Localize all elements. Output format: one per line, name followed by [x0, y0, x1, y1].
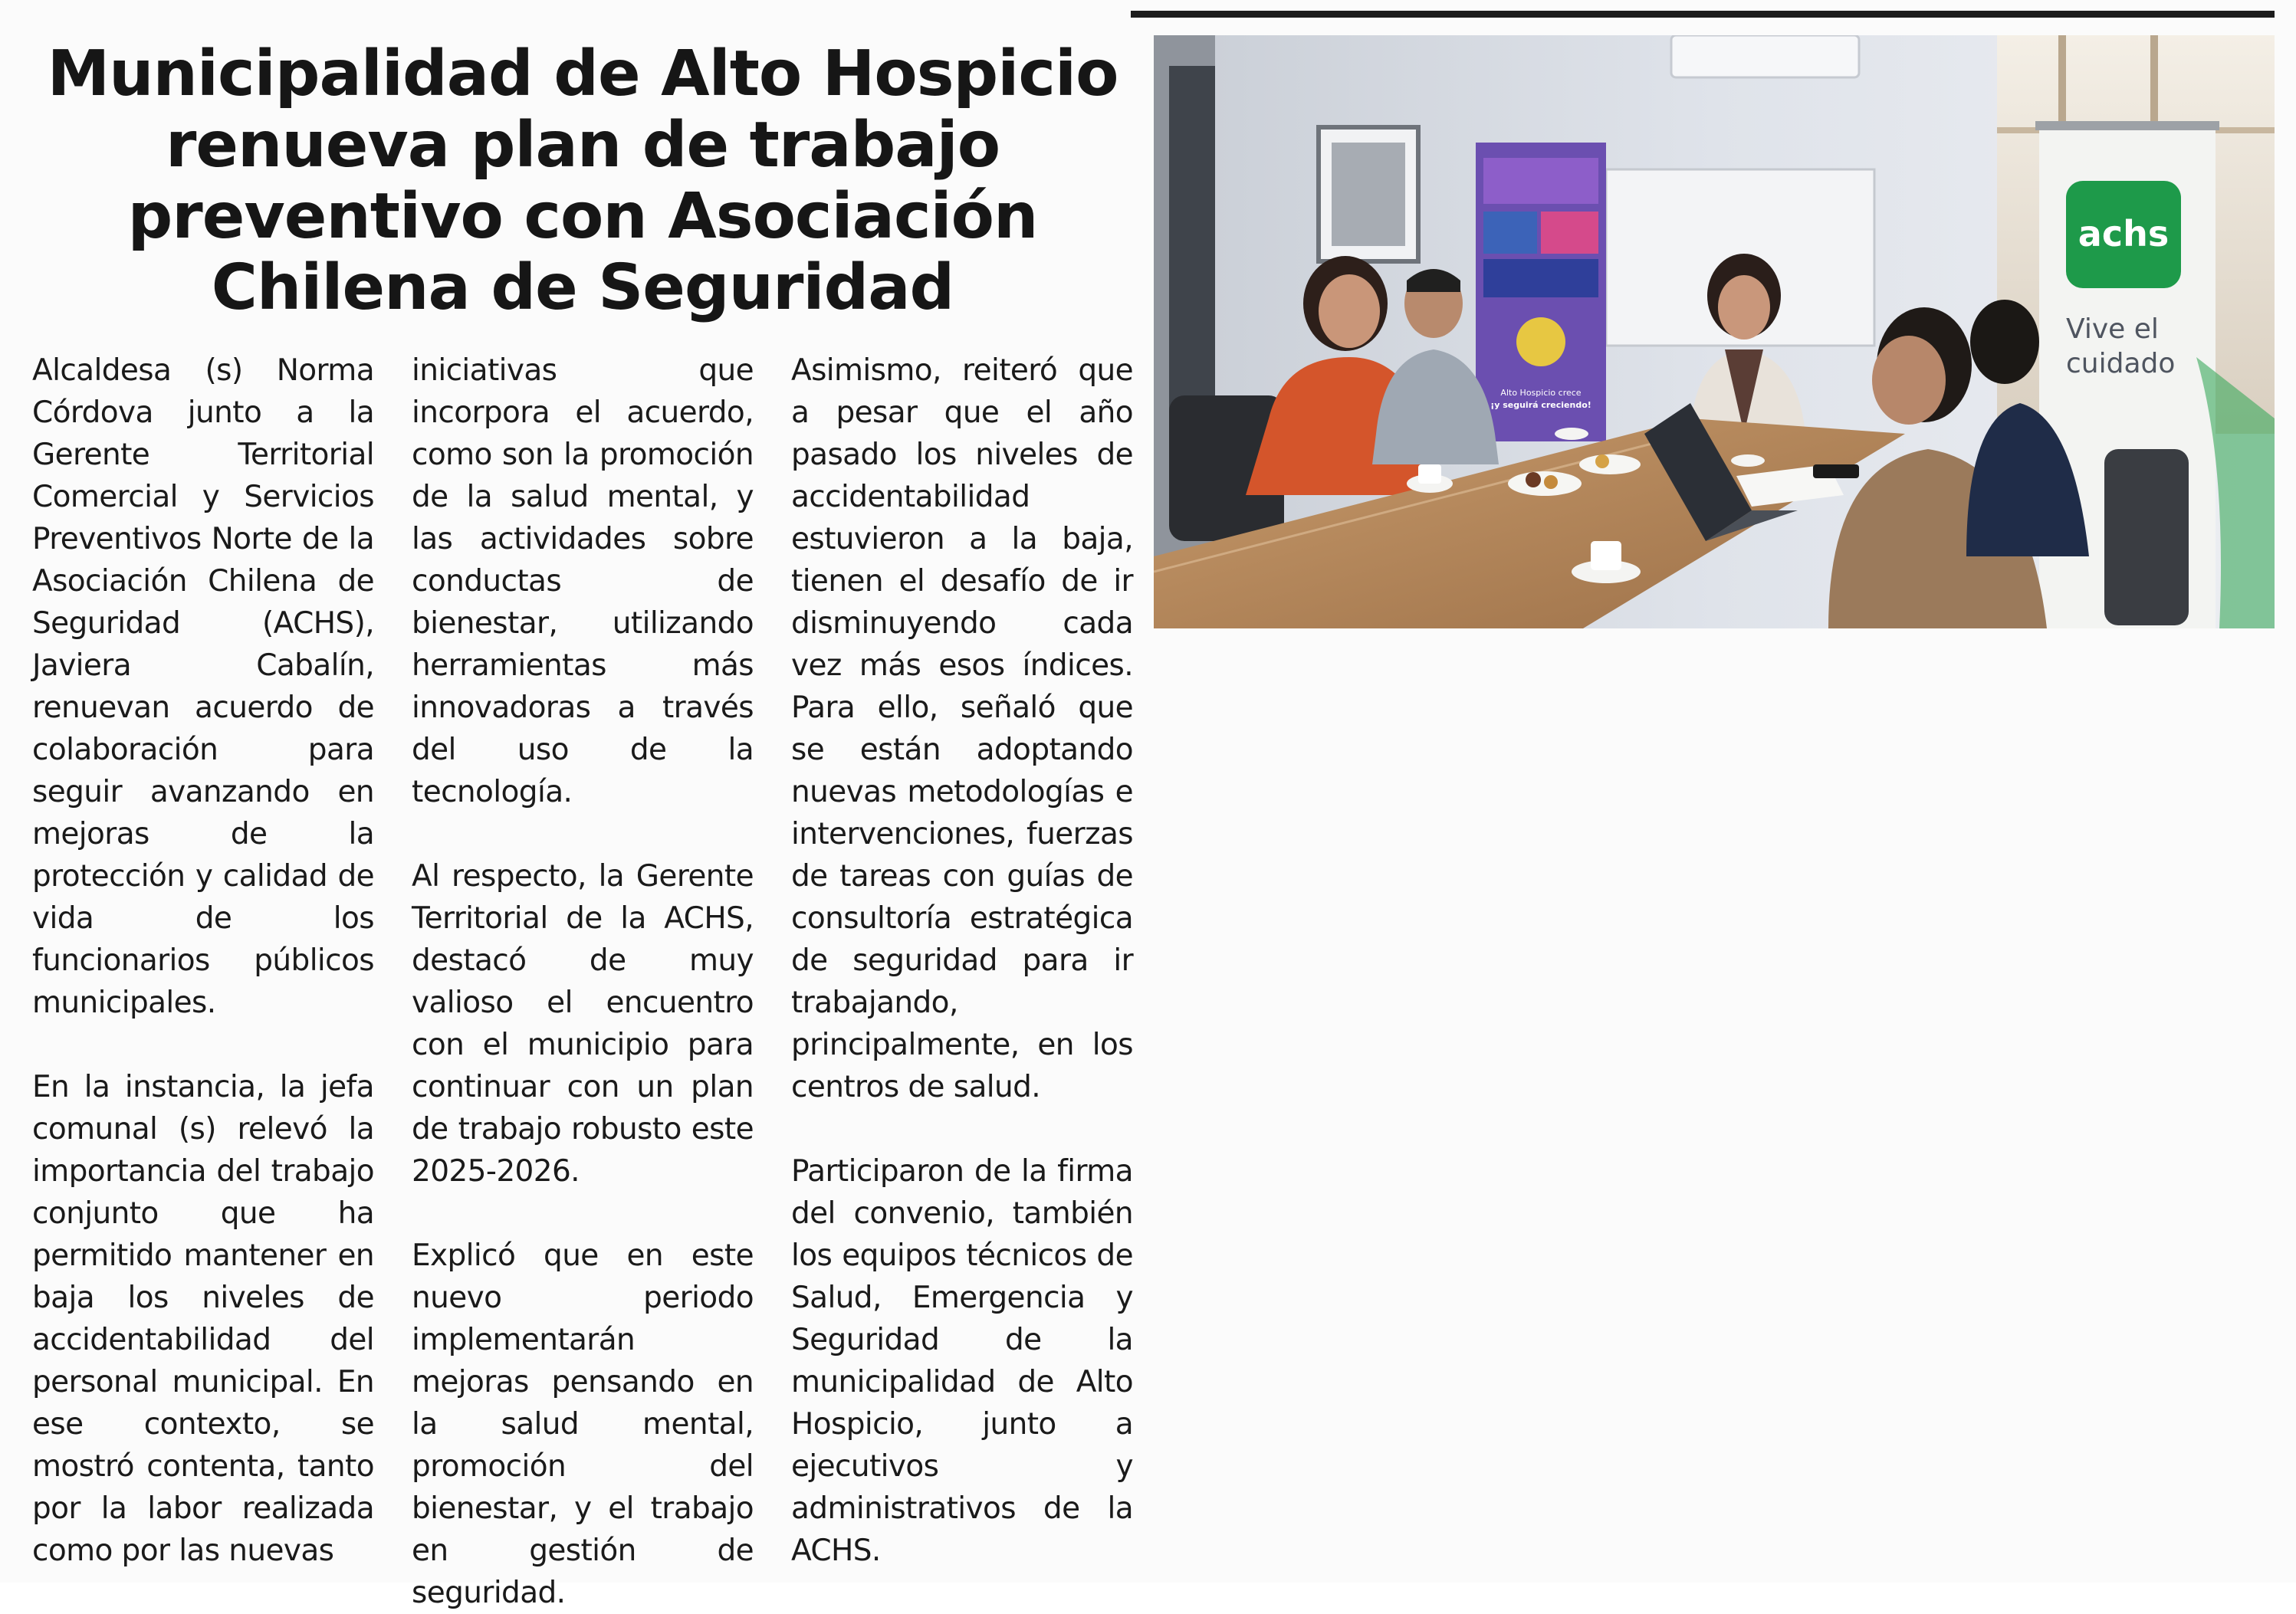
article-column-2: [412, 349, 754, 1614]
column-2-paragraph-1: iniciativas que incorpora el acuerdo, como son la promoción de la salud mental, y las actividades sobre conductas de bienestar, utilizando herramientas más innovadoras a través del uso de la tecnología.: [412, 353, 754, 809]
column-1-paragraph-2: En la instancia, la jefa comunal (s) relevó la importancia del trabajo conjunto que ha permitido mantener en baja los niveles de accidentabilidad del personal municipal. En ese contexto, se mostró contenta, tanto por la labor realizada como por las nuevas: [32, 1070, 374, 1568]
column-3-paragraph-2: Participaron de la firma del convenio, también los equipos técnicos de Salud, Emergencia y Seguridad de la municipalidad de Alto Hospicio, junto a ejecutivos y administrativos de la ACHS.: [791, 1154, 1133, 1568]
article-column-3: [791, 349, 1133, 1572]
meeting-photo: [1154, 35, 2275, 628]
article-column-1: [32, 349, 374, 1572]
banner-slogan-line2: cuidado: [2066, 348, 2176, 379]
poster-caption-line2: ¡y seguirá creciendo!: [1490, 400, 1591, 410]
poster-caption-line1: Alto Hospicio crece: [1500, 388, 1582, 398]
column-2-paragraph-3: Explicó que en este nuevo periodo implementarán mejoras pensando en la salud mental, promoción del bienestar, y el trabajo en gestión de seguridad.: [412, 1238, 754, 1610]
column-3-paragraph-1: Asimismo, reiteró que a pesar que el año pasado los niveles de accidentabilidad estuvieron a la baja, tienen el desafío de ir disminuyendo cada vez más esos índices. Para ello, señaló que se están adoptando nuevas metodologías e intervenciones, fuerzas de tareas con guías de consultoría estratégica de seguridad para ir trabajando, principalmente, en los centros de salud.: [791, 353, 1133, 1104]
article-headline: Municipalidad de Alto Hospicio renueva plan de trabajo preventivo con Asociación Chilena de Seguridad: [47, 38, 1118, 324]
achs-logo-text: achs: [2078, 213, 2170, 254]
column-2-paragraph-2: Al respecto, la Gerente Territorial de la ACHS, destacó de muy valioso el encuentro con el municipio para continuar con un plan de trabajo robusto este 2025-2026.: [412, 859, 754, 1189]
column-1-paragraph-1: Alcaldesa (s) Norma Córdova junto a la Gerente Territorial Comercial y Servicios Preventivos Norte de la Asociación Chilena de Seguridad (ACHS), Javiera Cabalín, renuevan acuerdo de colaboración para seguir avanzando en mejoras de la protección y calidad de vida de los funcionarios públicos municipales.: [32, 353, 374, 1020]
banner-slogan-line1: Vive el: [2066, 313, 2159, 345]
top-rule: [1131, 11, 2275, 18]
